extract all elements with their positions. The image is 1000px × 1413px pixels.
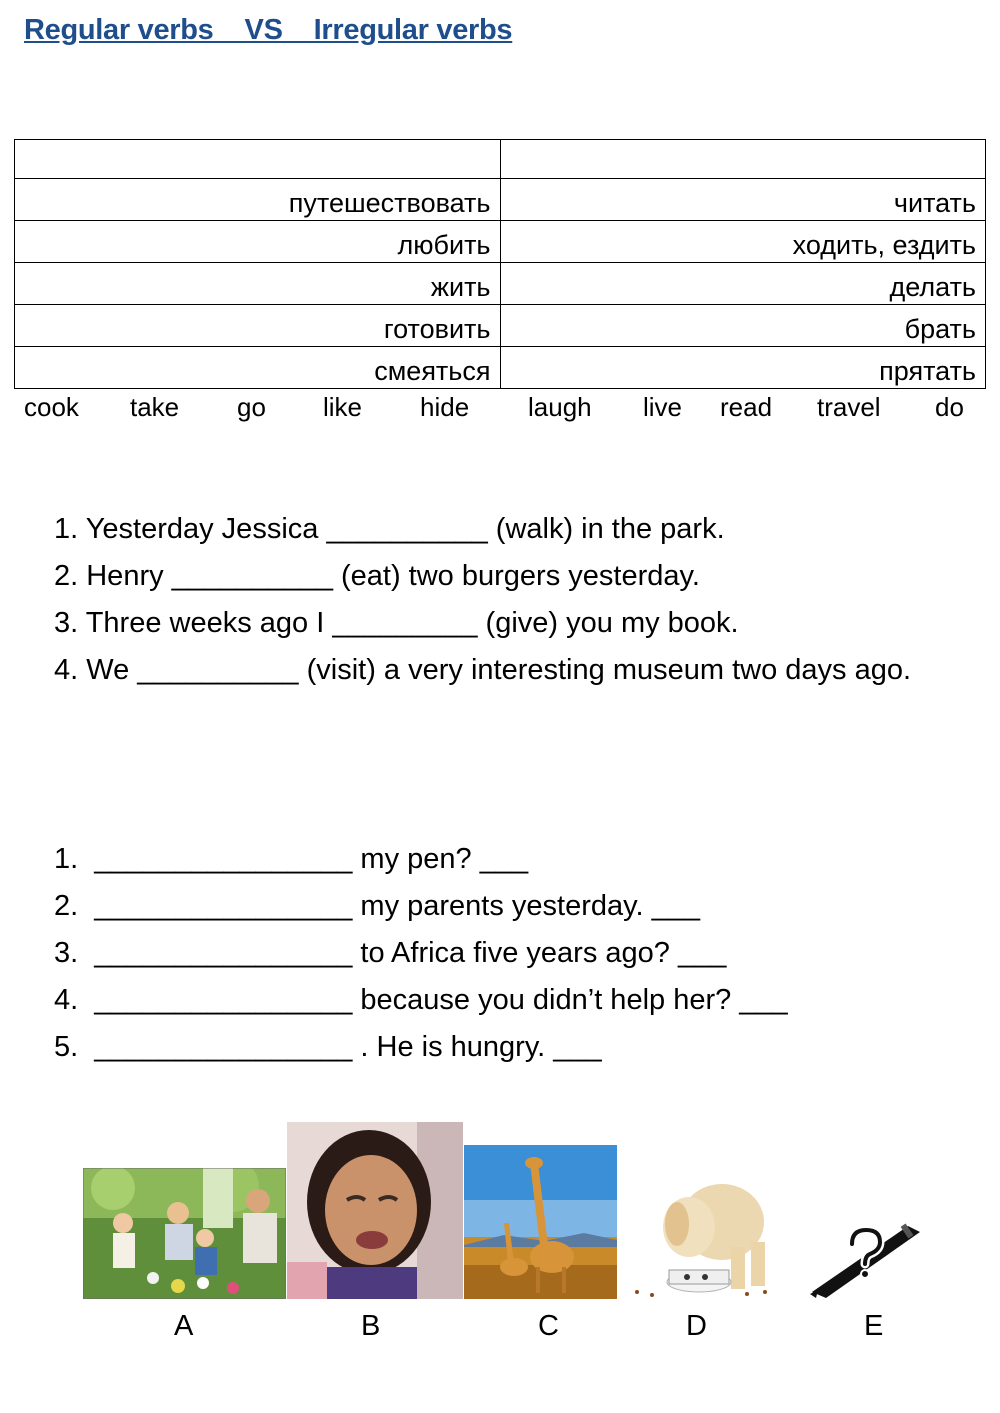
regular-verb-cell: путешествовать	[15, 179, 501, 221]
word-bank-item[interactable]: live	[643, 392, 683, 422]
exercise-2-sentence: 2. ________________ my parents yesterday. ___	[54, 890, 700, 922]
regular-verb-cell: готовить	[15, 305, 501, 347]
family-gardening-photo	[83, 1168, 286, 1299]
picture-label-d: D	[686, 1310, 707, 1342]
exercise-2-sentence: 5. ________________ . He is hungry. ___	[54, 1031, 602, 1063]
table-row	[15, 263, 986, 305]
word-bank-item[interactable]: take	[130, 392, 180, 422]
word-bank-item[interactable]: read	[720, 392, 773, 422]
table-header-irregular[interactable]	[500, 140, 986, 179]
regular-verb-cell: любить	[15, 221, 501, 263]
irregular-verb-cell: ходить, ездить	[500, 221, 986, 263]
irregular-verb-cell: прятать	[500, 347, 986, 389]
irregular-verb-cell: делать	[500, 263, 986, 305]
word-bank-item[interactable]: travel	[817, 392, 881, 422]
pen-question-icon	[808, 1220, 924, 1300]
irregular-verb-cell: брать	[500, 305, 986, 347]
exercise-2-sentence: 4. ________________ because you didn’t help her? ___	[54, 984, 788, 1016]
puppy-eating-photo	[627, 1152, 777, 1301]
word-bank-item[interactable]: laugh	[528, 392, 592, 422]
irregular-verb-cell: читать	[500, 179, 986, 221]
word-bank-item[interactable]: do	[935, 392, 964, 422]
word-bank-item[interactable]: hide	[420, 392, 470, 422]
page-title: Regular verbs VS Irregular verbs	[24, 14, 513, 46]
exercise-2-sentence: 1. ________________ my pen? ___	[54, 843, 529, 875]
word-bank	[0, 392, 1000, 424]
table-row	[15, 179, 986, 221]
exercise-2	[54, 843, 788, 1063]
picture-label-b: B	[361, 1310, 381, 1342]
exercise-1-sentence: 2. Henry __________ (eat) two burgers yesterday.	[54, 560, 700, 592]
word-bank-item[interactable]: go	[237, 392, 266, 422]
table-row	[15, 221, 986, 263]
picture-row	[0, 1120, 1000, 1360]
picture-label-c: C	[538, 1310, 559, 1342]
word-bank-item[interactable]: like	[323, 392, 363, 422]
exercise-1-sentence: 4. We __________ (visit) a very interesting museum two days ago.	[54, 654, 912, 686]
regular-verb-cell: жить	[15, 263, 501, 305]
giraffes-photo	[464, 1145, 617, 1299]
table-header-regular[interactable]	[15, 140, 501, 179]
picture-label-e: E	[864, 1310, 884, 1342]
regular-verb-cell: смеяться	[15, 347, 501, 389]
exercise-1	[54, 513, 912, 686]
table-row	[15, 347, 986, 389]
word-bank-item[interactable]: cook	[24, 392, 79, 422]
picture-label-a: A	[174, 1310, 194, 1342]
table-header-row	[15, 140, 986, 179]
table-row	[15, 305, 986, 347]
crying-girl-photo	[287, 1122, 463, 1299]
verb-table	[14, 139, 986, 389]
exercise-2-sentence: 3. ________________ to Africa five years ago? ___	[54, 937, 727, 969]
exercise-1-sentence: 3. Three weeks ago I _________ (give) you my book.	[54, 607, 739, 639]
exercise-1-sentence: 1. Yesterday Jessica __________ (walk) in the park.	[54, 513, 725, 545]
